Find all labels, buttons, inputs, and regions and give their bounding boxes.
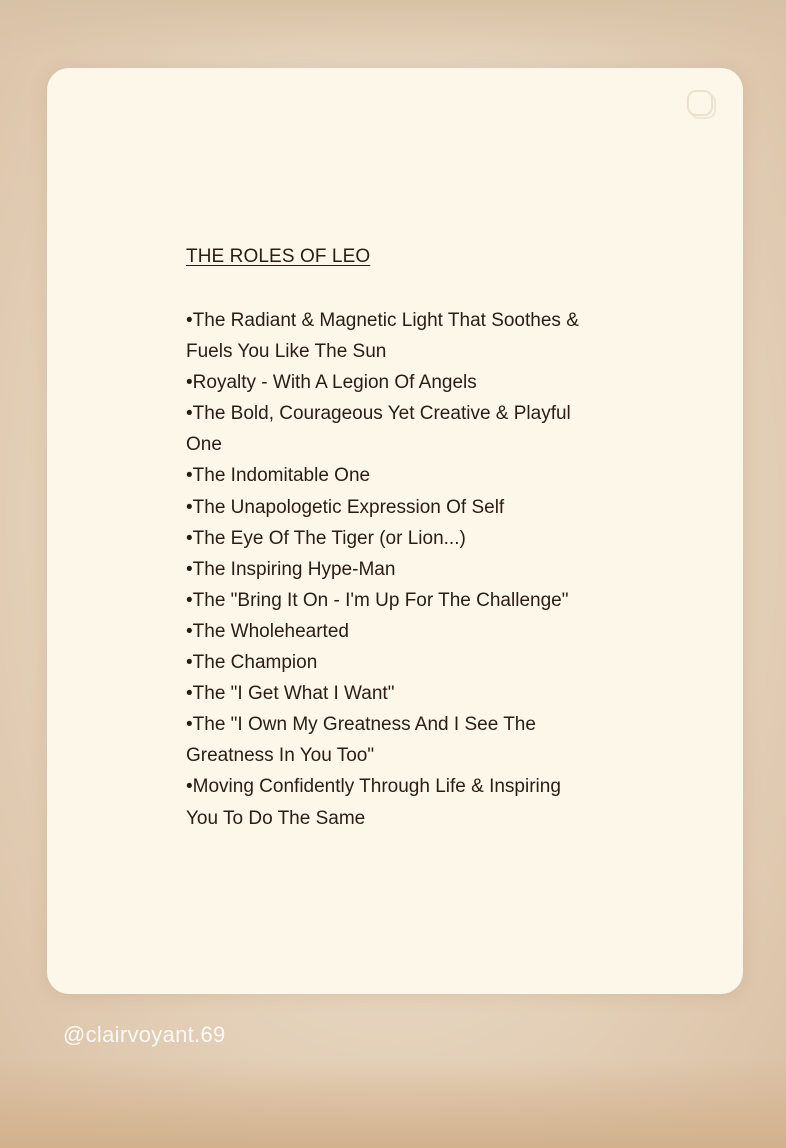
list-item: •The Unapologetic Expression Of Self	[186, 496, 505, 518]
list-item: •Royalty - With A Legion Of Angels	[186, 372, 477, 394]
list-item: •The Radiant & Magnetic Light That Soothes & Fuels You Like The Sun	[186, 310, 579, 363]
list-item: •The Indomitable One	[186, 465, 371, 487]
copy-icon-front-square	[687, 90, 713, 116]
note-title: THE ROLES OF LEO	[186, 246, 371, 267]
list-item: •The Wholehearted	[186, 620, 349, 642]
list-item: •The Bold, Courageous Yet Creative & Playful One	[186, 403, 571, 456]
background-top-shade	[0, 0, 786, 60]
copy-icon[interactable]	[687, 90, 717, 120]
list-item: •Moving Confidently Through Life & Inspiring You To Do The Same	[186, 776, 561, 829]
list-item: •The Champion	[186, 652, 318, 674]
list-item: •The "I Own My Greatness And I See The Greatness In You Too"	[186, 714, 536, 767]
roles-list	[186, 305, 586, 834]
list-item: •The Eye Of The Tiger (or Lion...)	[186, 527, 466, 549]
watermark-handle: @clairvoyant.69	[63, 1022, 226, 1047]
list-item: •The Inspiring Hype-Man	[186, 558, 396, 580]
note-card	[47, 68, 743, 994]
list-item: •The "Bring It On - I'm Up For The Challenge"	[186, 589, 569, 611]
list-item: •The "I Get What I Want"	[186, 683, 395, 705]
background-bottom-shade	[0, 1058, 786, 1148]
